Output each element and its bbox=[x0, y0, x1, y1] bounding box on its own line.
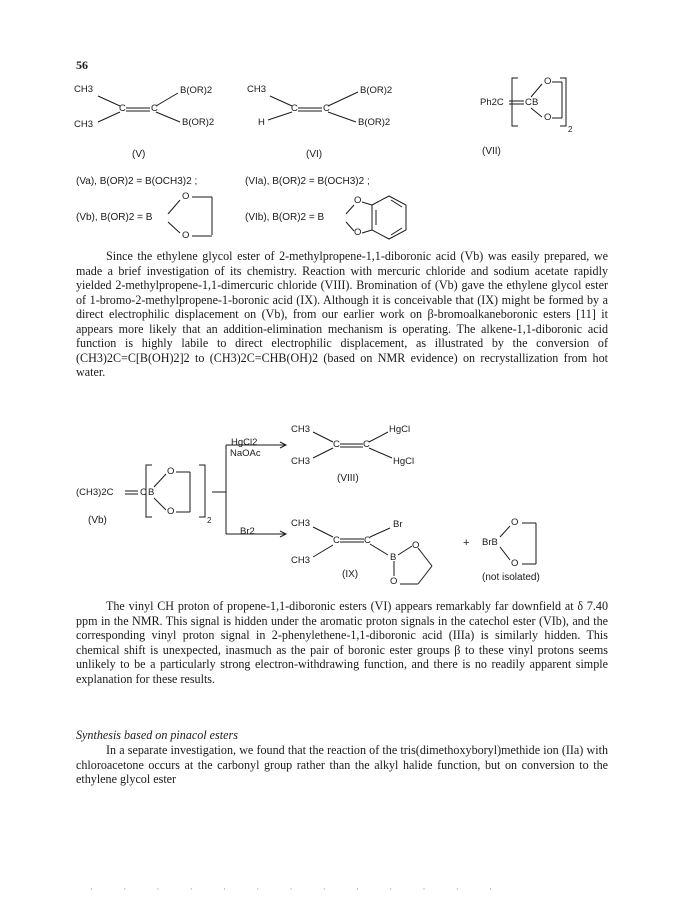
vib-o-bottom: O bbox=[354, 227, 362, 238]
ix-br: Br bbox=[393, 519, 403, 530]
page-number: 56 bbox=[76, 58, 88, 72]
vb-o-bottom: O bbox=[182, 230, 190, 241]
s6-bor-bottom: B(OR)2 bbox=[358, 117, 391, 128]
vb2-o-top: O bbox=[167, 466, 175, 477]
ix-c1: C bbox=[333, 535, 340, 546]
viii-ch3-bottom: CH3 bbox=[291, 456, 311, 467]
ix-o-bottom: O bbox=[390, 576, 398, 587]
s6-ch3-top: CH3 bbox=[247, 84, 267, 95]
footer-marks: · · · · · · · · · · · · · bbox=[90, 884, 506, 894]
s6-c2: C bbox=[323, 103, 330, 114]
viii-c2: C bbox=[363, 439, 370, 450]
s7-b: B bbox=[532, 97, 539, 108]
vib-o-top: O bbox=[354, 195, 362, 206]
label-v: (V) bbox=[132, 149, 146, 160]
viii-c1: C bbox=[333, 439, 340, 450]
brb: BrB bbox=[482, 537, 498, 548]
not-isolated-note: (not isolated) bbox=[482, 572, 540, 583]
s7-o-bottom: O bbox=[544, 112, 552, 123]
ix-o-right: O bbox=[412, 540, 420, 551]
def-va: (Va), B(OR)2 = B(OCH3)2 ; bbox=[76, 176, 198, 187]
s7-subscript: 2 bbox=[568, 125, 573, 134]
def-vib: (VIb), B(OR)2 = B bbox=[245, 212, 325, 223]
brb-o-top: O bbox=[511, 517, 519, 528]
paragraph-3: In a separate investigation, we found that the reaction of the tris(dimethoxyboryl)methide ion (IIa) with chloroacetone occurs at the carbonyl group rather than the alkyl halide function, but on conversion to the ethylene glycol ester bbox=[76, 743, 608, 786]
vb-o-top: O bbox=[182, 191, 190, 202]
s7-c: C bbox=[525, 97, 532, 108]
s7-ph2c: Ph2C bbox=[480, 97, 504, 108]
ix-b: B bbox=[390, 552, 397, 563]
s6-h: H bbox=[258, 117, 265, 128]
s6-c1: C bbox=[291, 103, 298, 114]
ix-ch3-top: CH3 bbox=[291, 518, 311, 529]
viii-hgcl-top: HgCl bbox=[389, 424, 411, 435]
s5-c2: C bbox=[151, 103, 158, 114]
vb-b: B bbox=[148, 487, 155, 498]
s5-c1: C bbox=[119, 103, 126, 114]
ix-ch3-bottom: CH3 bbox=[291, 555, 311, 566]
viii-hgcl-bottom: HgCl bbox=[393, 456, 415, 467]
paragraph-2: The vinyl CH proton of propene-1,1-diboronic esters (VI) appears remarkably far downfield at δ 7.40 ppm in the NMR. This signal is hidden under the aromatic proton signals in the catechol ester (VIb), and the corresponding vinyl proton signal in 2-phenylethene-1,1-diboronic acid (IIIa) is similarly hidden. This chemical shift is unexpected, inasmuch as the pair of boronic ester groups β to these vinyl protons seems unlikely to be a particularly strong electron-withdrawing function, and there is no readily apparent simple explanation for these results. bbox=[76, 599, 608, 686]
s5-ch3-bottom: CH3 bbox=[74, 119, 94, 130]
vb-left-group: (CH3)2C bbox=[76, 487, 114, 498]
s6-bor-top: B(OR)2 bbox=[360, 85, 393, 96]
paragraph-1: Since the ethylene glycol ester of 2-methylpropene-1,1-diboronic acid (Vb) was easily prepared, we made a brief investigation of its chemistry. Reaction with mercuric chloride and sodium acetate rapidly yielded 2-methylpropene-1,1-dimercuric chloride (VIII). Bromination of (Vb) gave the ethylene glycol ester of 1-bromo-2-methylpropene-1-boronic acid (IX). Although it is conceivable that (IX) might be formed by a direct electrophilic displacement on (Vb), from our earlier work on β-bromoalkaneboronic esters [11] it appears more likely that an addition-elimination mechanism is operating. The alkene-1,1-diboronic acid function is highly labile to direct electrophilic displacement, as illustrated by the conversion of (CH3)2C=C[B(OH)2]2 to (CH3)2C=CHB(OH)2 (based on NMR evidence) on recrystallization from hot water. bbox=[76, 249, 608, 379]
label-ix: (IX) bbox=[342, 569, 359, 580]
label-vii: (VII) bbox=[482, 146, 501, 157]
s5-bor-top: B(OR)2 bbox=[180, 85, 213, 96]
s5-bor-bottom: B(OR)2 bbox=[182, 117, 215, 128]
viii-ch3-top: CH3 bbox=[291, 424, 311, 435]
label-vb: (Vb) bbox=[88, 515, 107, 526]
plus-sign: + bbox=[463, 537, 470, 549]
section-heading: Synthesis based on pinacol esters bbox=[76, 728, 238, 742]
label-viii: (VIII) bbox=[337, 473, 359, 484]
def-via: (VIa), B(OR)2 = B(OCH3)2 ; bbox=[245, 176, 370, 187]
brb-o-bottom: O bbox=[511, 558, 519, 569]
reagent-br2: Br2 bbox=[240, 526, 255, 537]
ix-c2: C bbox=[364, 535, 371, 546]
def-vb: (Vb), B(OR)2 = B bbox=[76, 212, 153, 223]
reagent-hgcl2: HgCl2 bbox=[231, 437, 258, 448]
s7-o-top: O bbox=[544, 76, 552, 87]
vb-c: C bbox=[140, 487, 147, 498]
reagent-naoac: NaOAc bbox=[230, 448, 261, 459]
vb2-o-bottom: O bbox=[167, 506, 175, 517]
s5-ch3-top: CH3 bbox=[74, 84, 94, 95]
vb-subscript: 2 bbox=[207, 516, 212, 525]
label-vi: (VI) bbox=[306, 149, 323, 160]
